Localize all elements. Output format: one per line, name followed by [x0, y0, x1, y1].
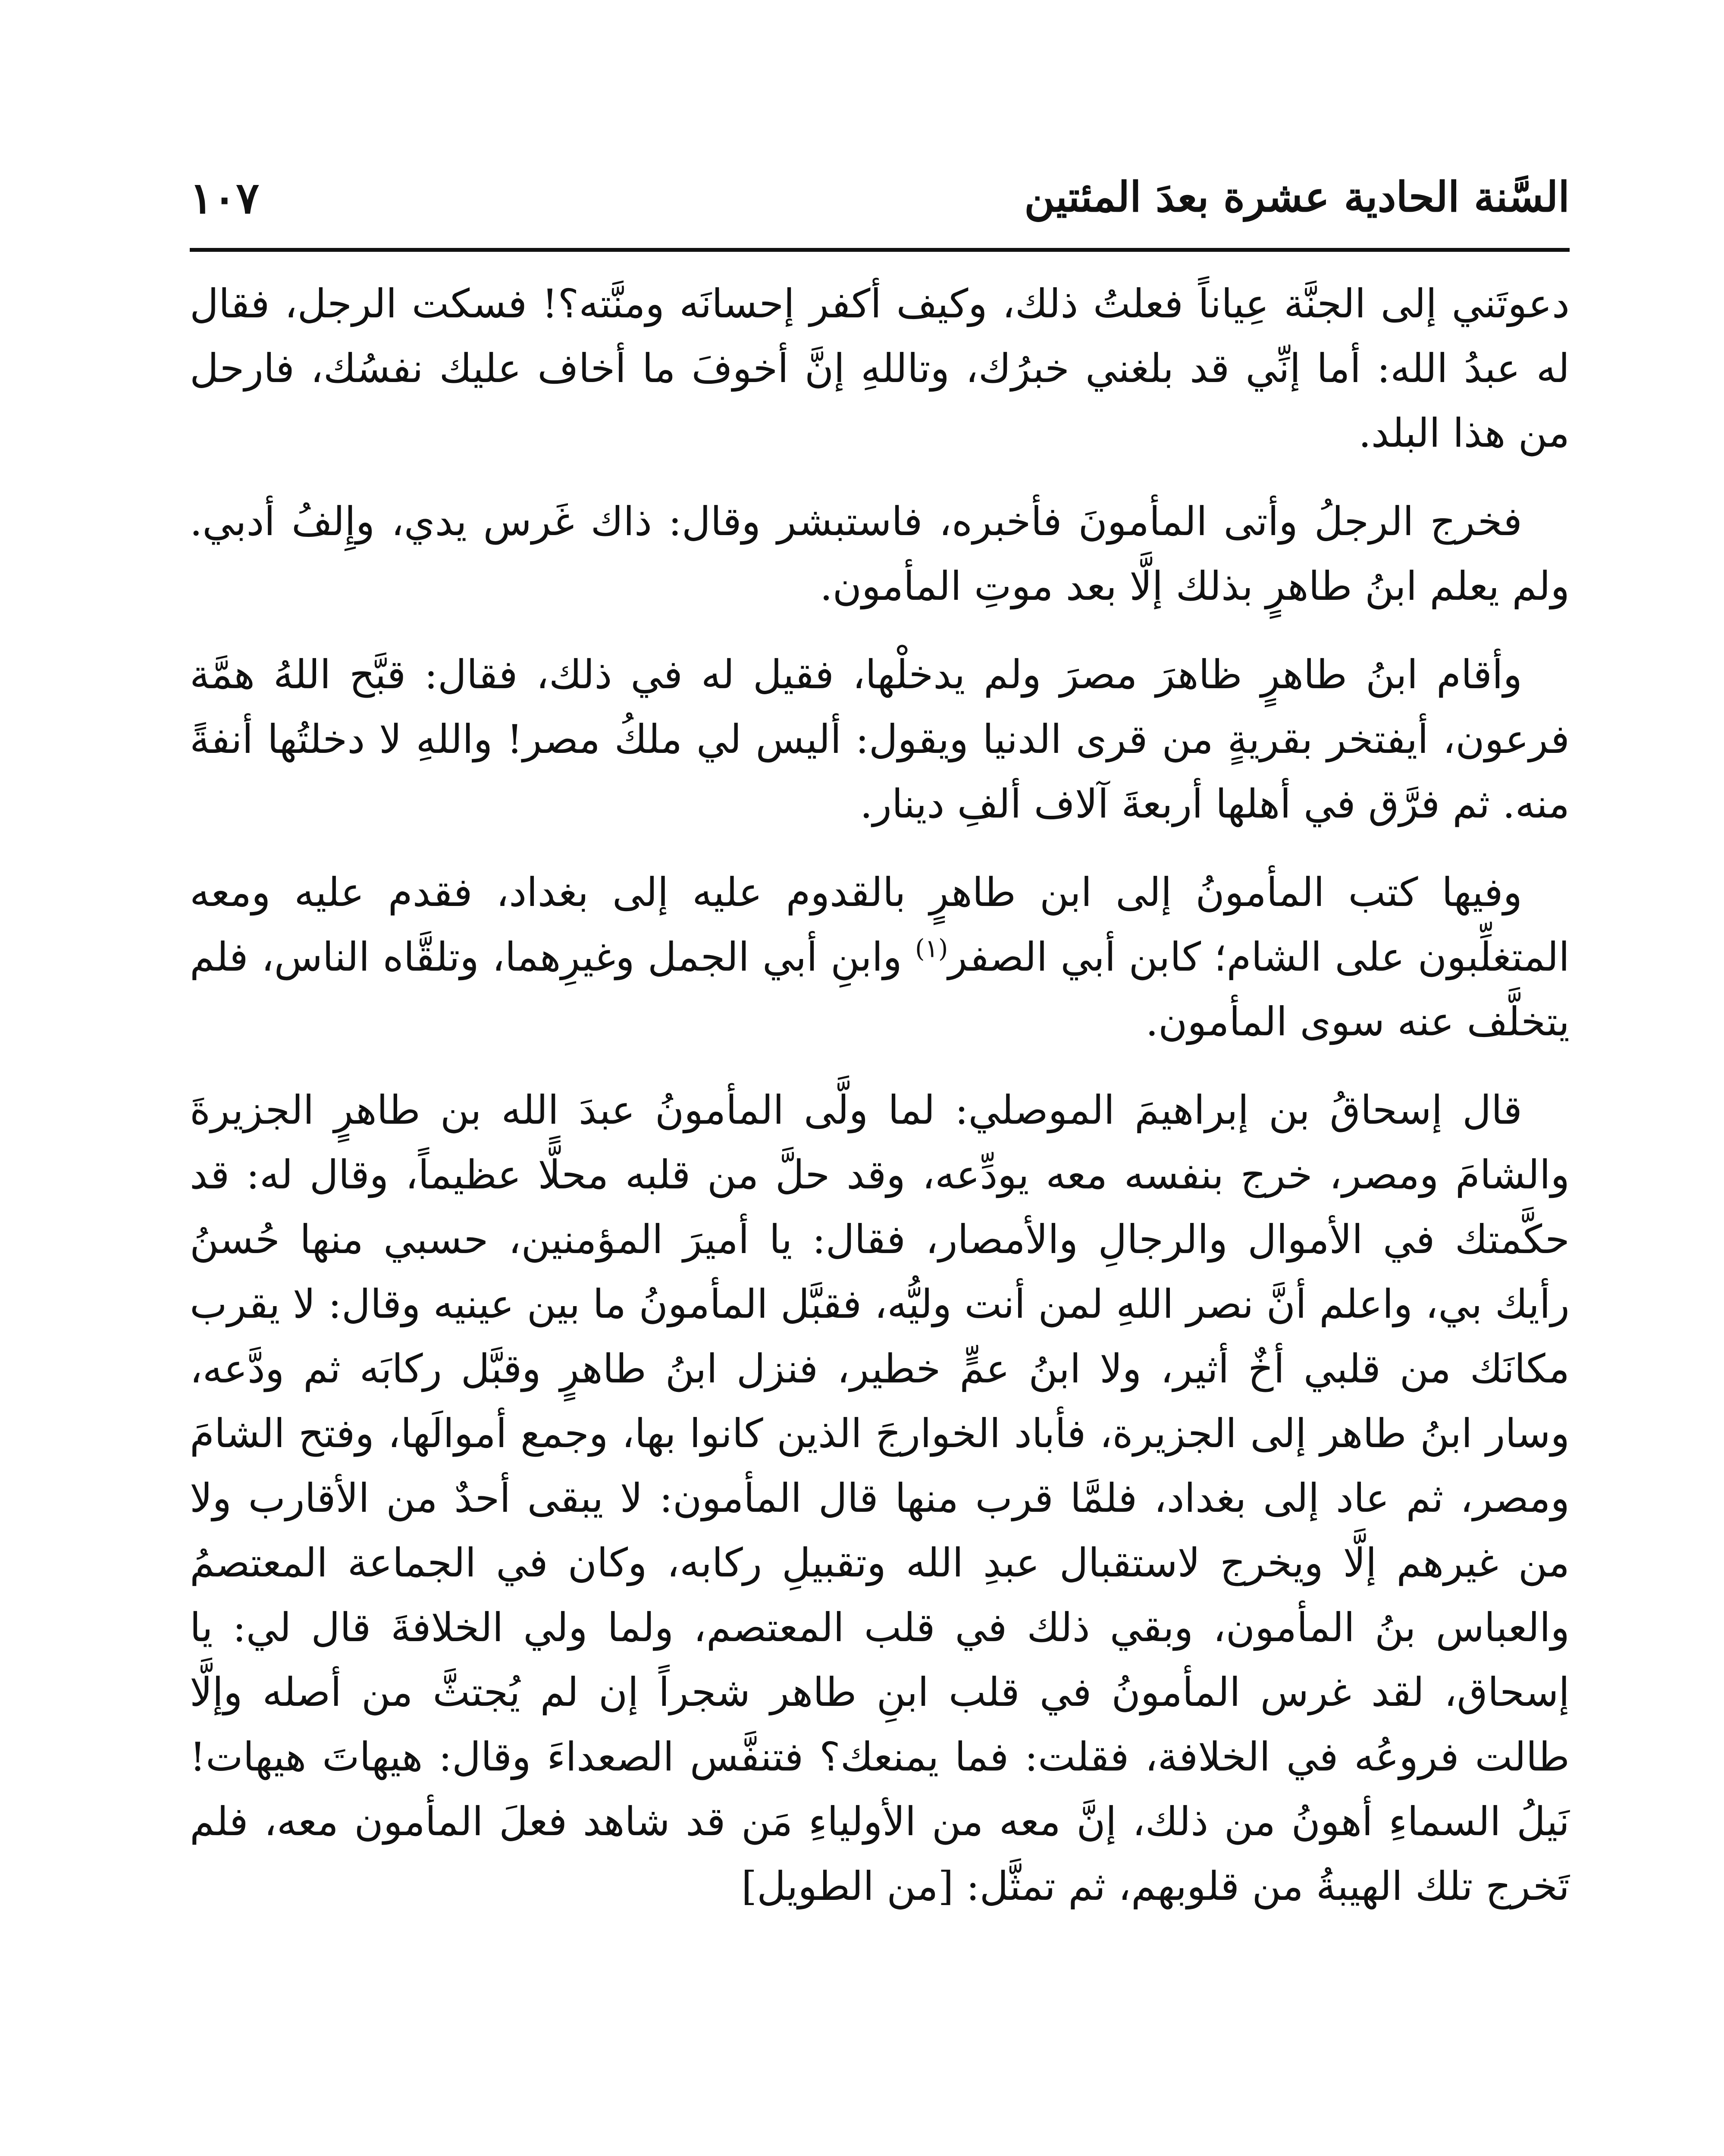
running-header [190, 164, 1570, 237]
paragraph-4-before: وفيها كتب المأمونُ إلى ابن طاهرٍ بالقدوم عليه إلى بغداد، فقدم عليه ومعه المتغلِّبون على الشام؛ كابن أبي الصفر [190, 869, 1570, 980]
paragraph-3: وأقام ابنُ طاهرٍ ظاهرَ مصرَ ولم يدخلْها، فقيل له في ذلك، فقال: قبَّح اللهُ همَّة فرعون، أيفتخر بقريةٍ من قرى الدنيا ويقول: أليس لي ملكُ مصر! واللهِ لا دخلتُها أنفةً منه. ثم فرَّق في أهلها أربعةَ آلاف ألفِ دينار. [190, 652, 1570, 827]
footnote-marker: (١) [915, 934, 948, 963]
header-title: السَّنة الحادية عشرة بعدَ المئتين [1024, 172, 1570, 221]
paragraph-1: دعوتَني إلى الجنَّة عِياناً فعلتُ ذلك، وكيف أكفر إحسانَه ومنَّته؟! فسكت الرجل، فقال له عبدُ الله: أما إنِّي قد بلغني خبرُك، وتاللهِ إنَّ أخوفَ ما أخاف عليك نفسُك، فارحل من هذا البلد. [190, 281, 1570, 456]
paragraph-4-after: وابنِ أبي الجمل وغيرِهما، وتلقَّاه الناس، فلم يتخلَّف عنه سوى المأمون. [190, 934, 1570, 1045]
body-text [190, 272, 1570, 1943]
paragraph-2: فخرج الرجلُ وأتى المأمونَ فأخبره، فاستبشر وقال: ذاك غَرس يدي، وإِلفُ أدبي. ولم يعلم ابنُ طاهرٍ بذلك إلَّا بعد موتِ المأمون. [190, 498, 1570, 609]
header-divider [190, 248, 1570, 252]
paragraph-4 [190, 860, 1570, 1054]
paragraph-5: قال إسحاقُ بن إبراهيمَ الموصلي: لما ولَّى المأمونُ عبدَ الله بن طاهرٍ الجزيرةَ والشامَ ومصر، خرج بنفسه معه يودِّعه، وقد حلَّ من قلبه محلًّا عظيماً، وقال له: قد حكَّمتك في الأموال والرجالِ والأمصار، فقال: يا أميرَ المؤمنين، حسبي منها حُسنُ رأيك بي، واعلم أنَّ نصر اللهِ لمن أنت وليُّه، فقبَّل المأمونُ ما بين عينيه وقال: لا يقرب مكانَك من قلبي أخٌ أثير، ولا ابنُ عمٍّ خطير، فنزل ابنُ طاهرٍ وقبَّل ركابَه ثم ودَّعه، وسار ابنُ طاهر إلى الجزيرة، فأباد الخوارجَ الذين كانوا بها، وجمع أموالَها، وفتح الشامَ ومصر، ثم عاد إلى بغداد، فلمَّا قرب منها قال المأمون: لا يبقى أحدٌ من الأقارب ولا من غيرهم إلَّا ويخرج لاستقبال عبدِ الله وتقبيلِ ركابه، وكان في الجماعة المعتصمُ والعباس بنُ المأمون، وبقي ذلك في قلب المعتصم، ولما ولي الخلافةَ قال لي: يا إسحاق، لقد غرس المأمونُ في قلب ابنِ طاهر شجراً إن لم يُجتثَّ من أصله وإلَّا طالت فروعُه في الخلافة، فقلت: فما يمنعك؟ فتنفَّس الصعداءَ وقال: هيهاتَ هيهات! نَيلُ السماءِ أهونُ من ذلك، إنَّ معه من الأولياءِ مَن قد شاهد فعلَ المأمون معه، فلم تَخرج تلك الهيبةُ من قلوبهم، ثم تمثَّل: [من الطويل] [190, 1087, 1570, 1909]
page-number: ١٠٧ [190, 172, 260, 223]
